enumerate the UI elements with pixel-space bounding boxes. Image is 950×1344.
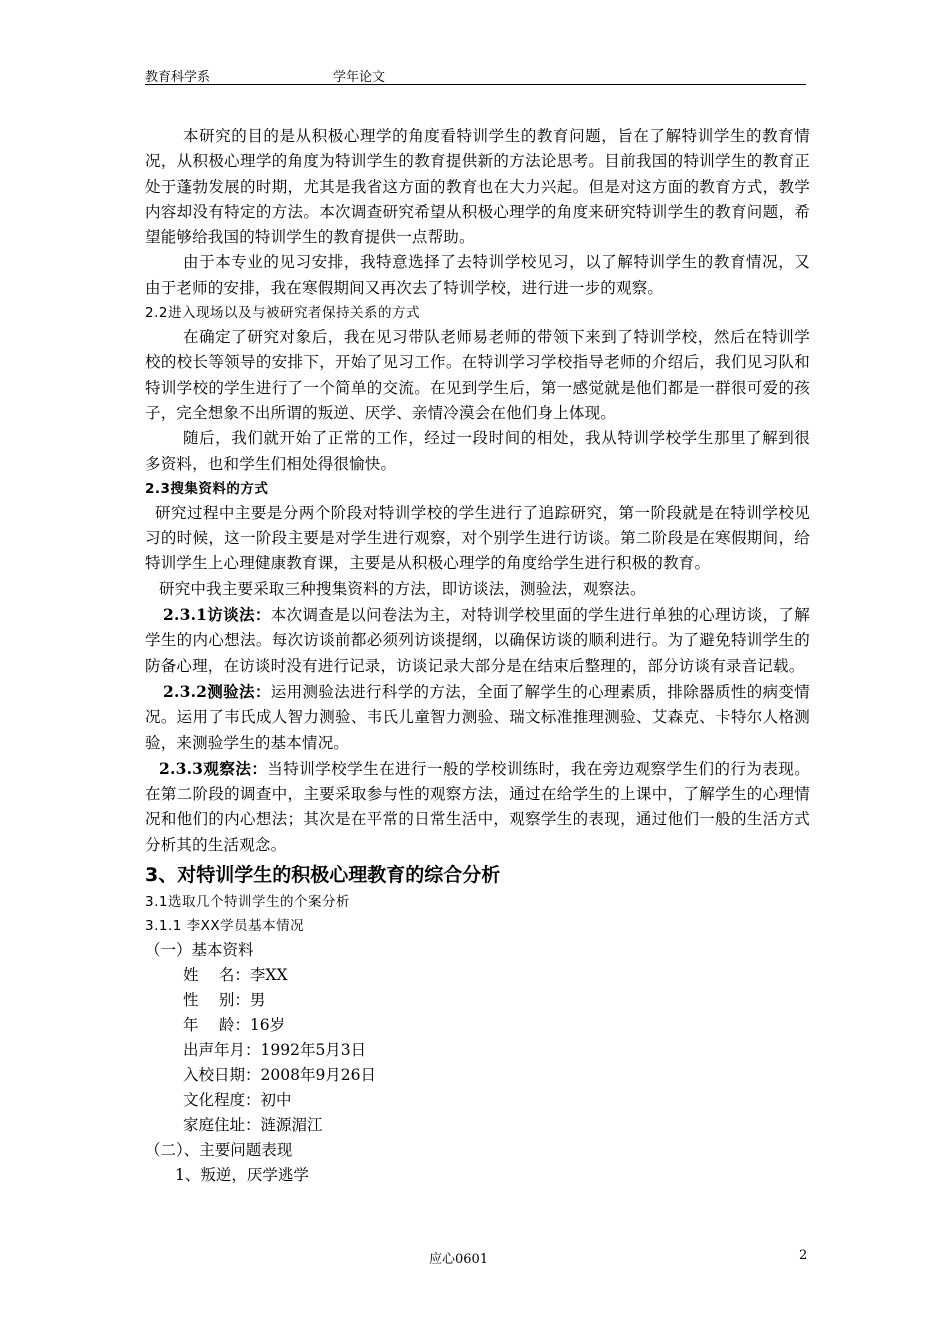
paragraph: 本研究的目的是从积极心理学的角度看特训学生的教育问题，旨在了解特训学生的教育情况，从积极心理学的角度为特训学生的教育提供新的方法论思考。目前我国的特训学生的教育正处于蓬勃发展的时期，尤其是我省这方面的教育也在大力兴起。但是对这方面的教育方式，教学内容却没有特定的方法。本次调查研究希望从积极心理学的角度来研究特训学生的教育问题，希望能够给我国的特训学生的教育提供一点帮助。 [145, 127, 810, 247]
header-title: 学年论文 [333, 70, 386, 85]
section-heading: 2.2进入现场以及与被研究者保持关系的方式 [145, 305, 420, 322]
section-heading: 3.1选取几个特训学生的个案分析 [145, 894, 350, 911]
basic-info-item: 年 龄：16岁 [183, 1016, 286, 1035]
basic-info-item: 文化程度：初中 [183, 1091, 292, 1110]
page-content [145, 124, 810, 1188]
page-number: 2 [799, 1248, 808, 1263]
page-header [145, 64, 806, 85]
method-label: 2.3.3观察法： [159, 758, 268, 778]
paragraph: 研究中我主要采取三种搜集资料的方法，即访谈法，测验法，观察法。 [159, 579, 646, 598]
basic-info-item: 性 别：男 [183, 991, 266, 1010]
basic-info-item: 姓 名：李XX [183, 966, 288, 985]
paragraph: 在确定了研究对象后，我在见习带队老师易老师的带领下来到了特训学校，然后在特训学校的校长等领导的安排下，开始了见习工作。在特训学习学校指导老师的介绍后，我们见习队和特训学校的学生进行了一个简单的交流。在见到学生后，第一感觉就是他们都是一群很可爱的孩子，完全想象不出所谓的叛逆、厌学、亲情冷漠会在他们身上体现。 [145, 328, 810, 422]
method-text: 当特训学校学生在进行一般的学校训练时，我在旁边观察学生们的行为表现。在第二阶段的调查中，主要采取参与性的观察方法，通过在给学生的上课中，了解学生的心理情况和他们的内心想法；其次是在平常的日常生活中，观察学生的表现，通过他们一般的生活方式分析其的生活观念。 [145, 759, 810, 854]
basic-info-item: 家庭住址：涟源湄江 [183, 1116, 323, 1135]
basic-info-item: 出声年月：1992年5月3日 [183, 1041, 367, 1060]
method-text: 本次调查是以问卷法为主，对特训学校里面的学生进行单独的心理访谈，了解学生的内心想法。每次访谈前都必须列访谈提纲，以确保访谈的顺利进行。为了避免特训学生的防备心理，在访谈时没有进行记录，访谈记录大部分是在结束后整理的，部分访谈有录音记载。 [145, 606, 810, 675]
problem-item: 1、叛逆，厌学逃学 [175, 1166, 309, 1185]
paragraph: 由于本专业的见习安排，我特意选择了去特训学校见习，以了解特训学生的教育情况，又由于老师的安排，我在寒假期间又再次去了特训学校，进行进一步的观察。 [145, 253, 810, 297]
method-paragraph [145, 679, 810, 756]
method-label: 2.3.1访谈法： [163, 605, 271, 625]
basic-info-title: （一）基本资料 [145, 941, 254, 960]
method-paragraph [145, 756, 810, 858]
basic-info-item: 入校日期：2008年9月26日 [183, 1066, 377, 1085]
method-text: 运用测验法进行科学的方法，全面了解学生的心理素质，排除器质性的病变情况。运用了韦氏成人智力测验、韦氏儿童智力测验、瑞文标准推理测验、艾森克、卡特尔人格测验，来测验学生的基本情况。 [145, 682, 810, 752]
header-department: 教育科学系 [145, 70, 211, 85]
paragraph: 研究过程中主要是分两个阶段对特训学校的学生进行了追踪研究，第一阶段就是在特训学校见习的时候，这一阶段主要是对学生进行观察，对个别学生进行访谈。第二阶段是在寒假期间，给特训学生上心理健康教育课，主要是从积极心理学的角度给学生进行积极的教育。 [145, 503, 810, 573]
method-paragraph [145, 602, 810, 679]
method-label: 2.3.2测验法： [163, 681, 271, 701]
case-heading: 3.1.1 李XX学员基本情况 [145, 918, 305, 935]
paragraph: 随后，我们就开始了正常的工作，经过一段时间的相处，我从特训学校学生那里了解到很多资料，也和学生们相处得很愉快。 [145, 429, 810, 473]
section-heading: 2.3搜集资料的方式 [145, 480, 269, 497]
chapter-heading: 3、对特训学生的积极心理教育的综合分析 [145, 864, 501, 887]
problems-title: （二）、主要问题表现 [145, 1141, 293, 1160]
footer-class: 应心0601 [429, 1252, 489, 1267]
